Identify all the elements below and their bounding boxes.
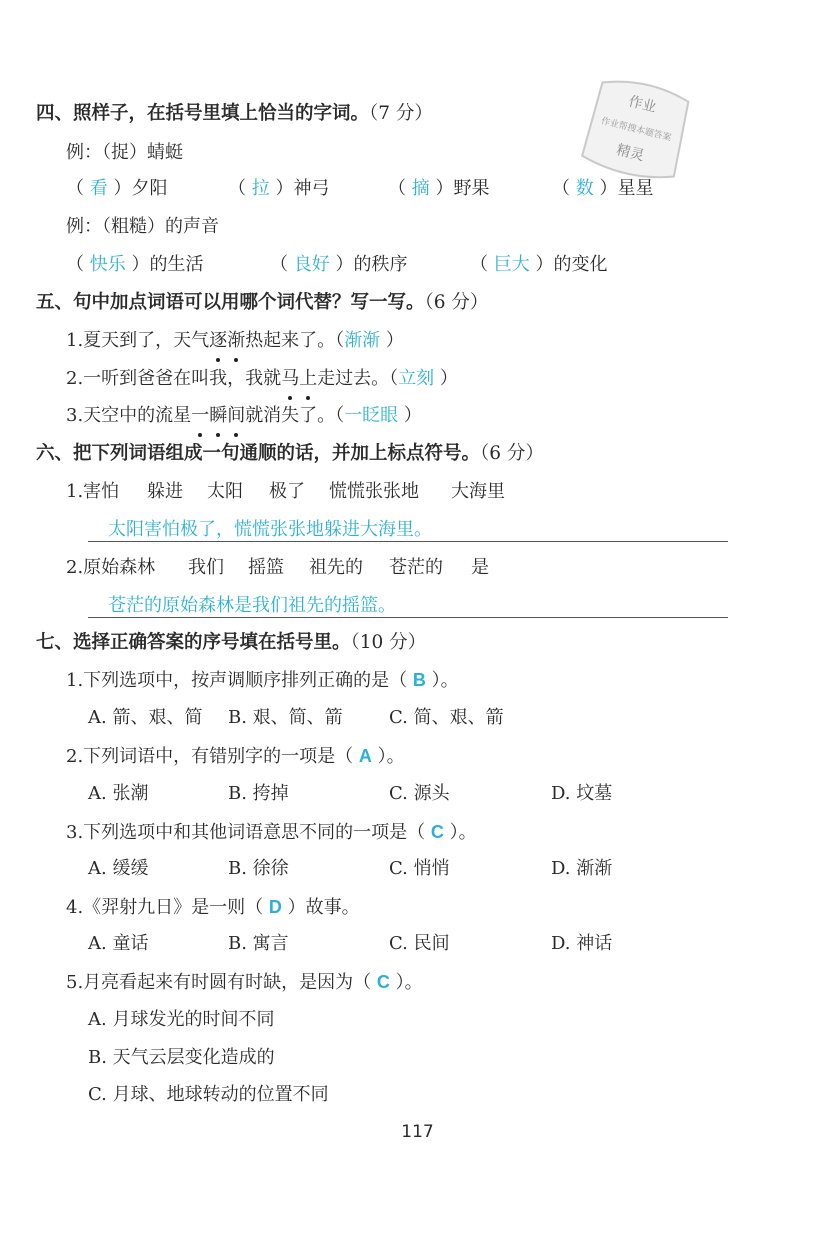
q7-question-4: [66, 892, 360, 922]
q7-stem: 4.《羿射九日》是一则（: [66, 897, 264, 918]
q7-question-1: [66, 665, 459, 695]
stamp-text-middle: 作业帮搜本题答案: [599, 116, 673, 144]
word-chip: 2.原始森林: [66, 557, 156, 578]
word-chip: 太阳: [207, 481, 243, 502]
q4-row1-word-3: 野果: [453, 178, 490, 199]
q5-item-text: 热起来了。（: [245, 330, 345, 351]
q4-row2-item: （ 巨大 ）的变化: [470, 254, 608, 275]
word-chip: 大海里: [451, 481, 505, 502]
q4-heading: [36, 99, 433, 129]
q4-row2-word-2: 的秩序: [353, 254, 408, 275]
option-a: A. 童话: [88, 933, 149, 954]
q7-stem: ）。: [377, 746, 405, 767]
q6-heading: [36, 439, 544, 469]
q4-row1-item: （ 数 ）星星: [552, 178, 654, 199]
option-d: D. 渐渐: [551, 858, 613, 879]
option-c: C. 月球、地球转动的位置不同: [88, 1084, 329, 1105]
q4-example-1: 例：（捉）蜻蜓: [66, 142, 183, 163]
stamp-text-top: 作业: [626, 93, 658, 116]
word-chip: 祖先的: [309, 557, 363, 578]
option-b: B. 挎掉: [228, 783, 289, 804]
q5-item-text: 1.夏天到了，天气: [66, 330, 210, 351]
q7-options-2: [88, 779, 648, 809]
q7-answer-1: B: [412, 670, 426, 690]
q7-answer-3: C: [430, 822, 444, 842]
q5-answer-3: 一眨眼: [344, 405, 399, 426]
option-a: A. 张潮: [88, 783, 149, 804]
q4-example-2: 例：（粗糙）的声音: [66, 216, 219, 237]
q5-item-1: [66, 326, 404, 356]
q4-row1-answer-1: 看: [89, 178, 108, 199]
option-d: D. 坟墓: [551, 783, 613, 804]
q7-question-2: [66, 741, 405, 771]
answer-line: [88, 617, 728, 618]
q4-row1-answer-3: 摘: [411, 178, 430, 199]
option-b: B. 徐徐: [228, 858, 289, 879]
watermark-stamp: [578, 74, 694, 186]
q5-item-text: 就消失了。（: [245, 405, 345, 426]
answer-line: [88, 541, 728, 542]
stamp-text-bottom: 精灵: [614, 142, 646, 165]
q5-heading-text: 五、句中加点词语可以用哪个词代替？写一写。: [36, 292, 425, 313]
q4-row2-word-1: 的生活: [149, 254, 204, 275]
dotted-word: 逐渐: [209, 330, 245, 351]
q4-points: （7 分）: [369, 103, 433, 124]
q5-item-3: [66, 401, 422, 431]
option-b: B. 天气云层变化造成的: [88, 1047, 275, 1068]
q4-row1-word-1: 夕阳: [131, 178, 168, 199]
q5-answer-1: 渐渐: [344, 330, 381, 351]
q4-row2-item: （ 快乐 ）的生活: [66, 254, 204, 275]
q7-stem: 5.月亮看起来有时圆有时缺，是因为（: [66, 972, 372, 993]
q7-question-5: [66, 967, 423, 997]
q4-row1-answer-4: 数: [575, 178, 594, 199]
dotted-word: 马上: [281, 368, 317, 389]
q5-item-text: 2.一听到爸爸在叫我，我就: [66, 368, 282, 389]
q5-item-text: ）: [439, 368, 458, 389]
q4-row1-item: （ 看 ）夕阳: [66, 178, 168, 199]
q4-heading-text: 四、照样子，在括号里填上恰当的字词。: [36, 103, 370, 124]
option-b: B. 寓言: [228, 933, 289, 954]
word-chip: 我们: [188, 557, 224, 578]
q4-row-2: [66, 250, 706, 280]
q7-points: （10 分）: [350, 632, 427, 653]
q7-stem: ）。: [431, 670, 459, 691]
q6-item-2-words: [66, 553, 566, 583]
q4-row2-answer-3: 巨大: [493, 254, 530, 275]
q7-question-3: [66, 817, 477, 847]
q7-options-3: [88, 854, 648, 884]
q4-row2-answer-1: 快乐: [89, 254, 126, 275]
q5-item-text: 走过去。（: [317, 368, 399, 389]
q5-item-text: ）: [403, 405, 422, 426]
q7-answer-5: C: [376, 972, 390, 992]
option-a: A. 月球发光的时间不同: [88, 1009, 275, 1030]
word-chip: 躲进: [147, 481, 183, 502]
q4-row1-word-4: 星星: [617, 178, 654, 199]
word-chip: 是: [471, 557, 489, 578]
word-chip: 苍茫的: [389, 557, 443, 578]
page-number: 117: [401, 1122, 434, 1142]
q6-heading-text: 六、把下列词语组成一句通顺的话，并加上标点符号。: [36, 443, 481, 464]
option-a: A. 缓缓: [88, 858, 149, 879]
q5-item-text: ）: [385, 330, 404, 351]
q5-heading: [36, 288, 488, 318]
q5-item-2: [66, 364, 458, 394]
option-b: B. 艰、简、箭: [228, 707, 343, 728]
q7-stem: 3.下列选项中和其他词语意思不同的一项是（: [66, 822, 426, 843]
q4-row-1: [66, 174, 706, 204]
option-c: C. 悄悄: [389, 858, 450, 879]
q4-row2-answer-2: 良好: [293, 254, 330, 275]
option-d: D. 神话: [551, 933, 613, 954]
q7-stem: ）。: [395, 972, 423, 993]
q7-stem: ）。: [449, 822, 477, 843]
q7-answer-4: D: [268, 897, 282, 917]
q4-row1-word-2: 神弓: [293, 178, 330, 199]
option-a: A. 箭、艰、简: [88, 707, 203, 728]
q4-row1-answer-2: 拉: [251, 178, 270, 199]
q5-item-text: 3.天空中的流星: [66, 405, 192, 426]
word-chip: 摇篮: [248, 557, 284, 578]
word-chip: 慌慌张张地: [329, 481, 419, 502]
q6-answer-1: 太阳害怕极了，慌慌张张地躲进大海里。: [108, 519, 432, 540]
q6-item-1-words: [66, 477, 566, 507]
q5-points: （6 分）: [424, 292, 489, 313]
word-chip: 极了: [269, 481, 305, 502]
dotted-word: 一瞬间: [191, 405, 245, 426]
q4-row2-item: （ 良好 ）的秩序: [270, 254, 408, 275]
q4-row2-word-3: 的变化: [553, 254, 608, 275]
option-c: C. 简、艰、箭: [389, 707, 504, 728]
q7-stem: 1.下列选项中，按声调顺序排列正确的是（: [66, 670, 408, 691]
option-c: C. 民间: [389, 933, 450, 954]
q6-answer-2: 苍茫的原始森林是我们祖先的摇篮。: [108, 595, 396, 616]
option-c: C. 源头: [389, 783, 450, 804]
q4-row1-item: （ 拉 ）神弓: [228, 178, 330, 199]
q6-points: （6 分）: [480, 443, 544, 464]
q7-stem: ）故事。: [287, 897, 360, 918]
q7-heading-text: 七、选择正确答案的序号填在括号里。: [36, 632, 351, 653]
q7-options-4: [88, 929, 648, 959]
word-chip: 1.害怕: [66, 481, 120, 502]
q7-options-1: [88, 703, 608, 733]
q5-answer-2: 立刻: [398, 368, 435, 389]
q4-row1-item: （ 摘 ）野果: [388, 178, 490, 199]
q7-stem: 2.下列词语中，有错别字的一项是（: [66, 746, 354, 767]
q7-answer-2: A: [358, 746, 372, 766]
q7-heading: [36, 628, 426, 658]
